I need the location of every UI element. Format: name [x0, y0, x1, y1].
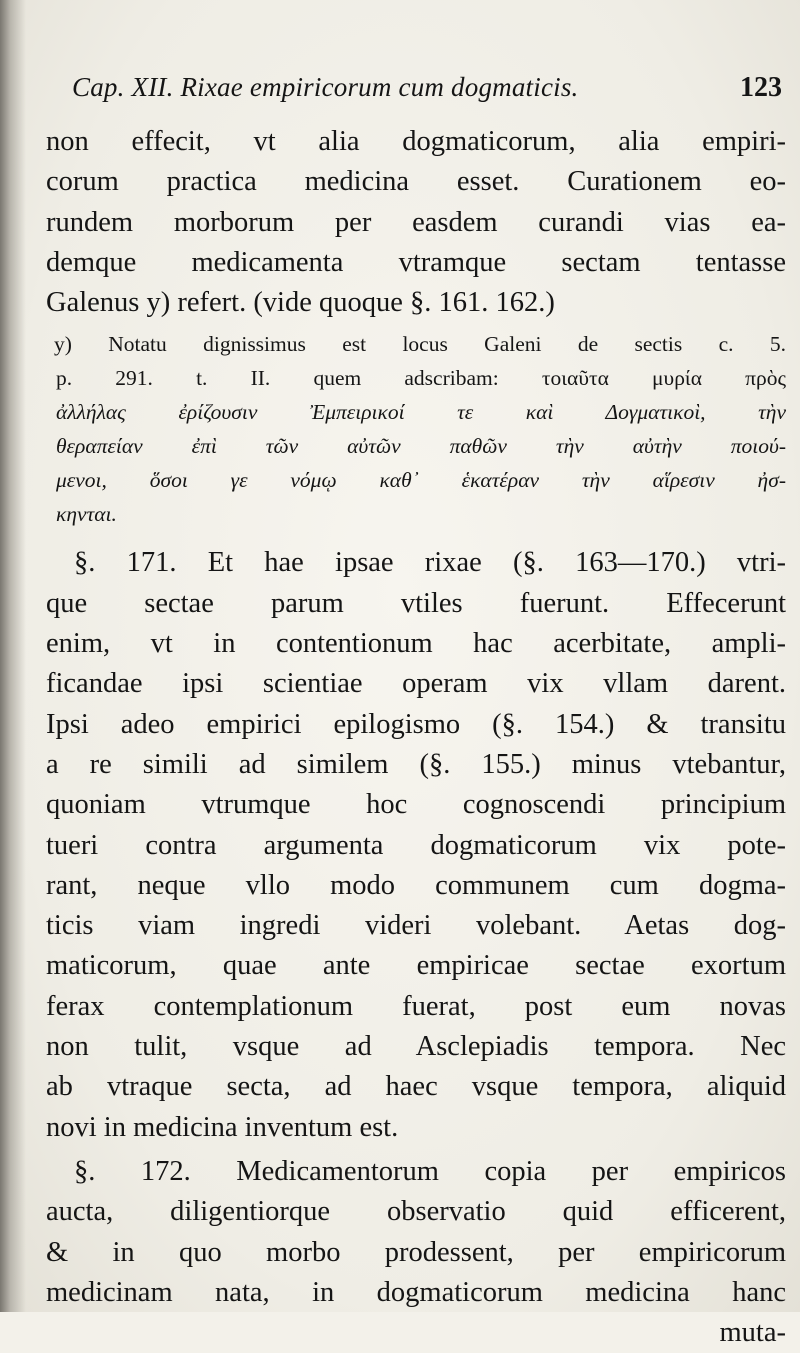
- text-line: non tulit, vsque ad Asclepiadis tempora. Nec: [46, 1031, 786, 1063]
- text-line: ab vtraque secta, ad haec vsque tempora, aliquid: [46, 1071, 786, 1103]
- text-line: ferax contemplationum fuerat, post eum novas: [46, 990, 786, 1022]
- text-line: Ipsi adeo empirici epilogismo (§. 154.) & transitu: [46, 708, 786, 740]
- section-172-paragraph: [46, 1152, 786, 1353]
- binding-shadow: [0, 0, 26, 1312]
- footnote-line: p. 291. t. II. quem adscribam: τοιαῦτα μυρία πρὸς: [56, 366, 786, 391]
- text-line: corum practica medicina esset. Curationem eo-: [46, 166, 786, 198]
- text-line: enim, vt in contentionum hac acerbitate, ampli-: [46, 628, 786, 660]
- text-line: & in quo morbo prodessent, per empiricorum: [46, 1236, 786, 1268]
- intro-paragraph: [46, 122, 786, 323]
- running-head: Cap. XII. Rixae empiricorum cum dogmaticis.: [72, 72, 579, 102]
- section-heading-line: §. 171. Et hae ipsae rixae (§. 163—170.) vtri-: [74, 547, 786, 579]
- text-line: medicinam nata, in dogmaticorum medicina hanc: [46, 1276, 786, 1308]
- section-171-paragraph: [46, 543, 786, 1147]
- page-number: 123: [740, 72, 782, 103]
- text-line: Galenus y) refert. (vide quoque §. 161. 162.): [46, 287, 555, 319]
- text-line: a re simili ad similem (§. 155.) minus vtebantur,: [46, 748, 786, 780]
- text-line: que sectae parum vtiles fuerunt. Effecerunt: [46, 587, 786, 619]
- footnote-line: θεραπείαν ἐπὶ τῶν αὐτῶν παθῶν τὴν αὐτὴν ποιού-: [56, 434, 786, 459]
- footnote-line: y) Notatu dignissimus est locus Galeni de sectis c. 5.: [54, 332, 786, 357]
- text-line: aucta, diligentiorque observatio quid efficerent,: [46, 1196, 786, 1228]
- text-line: maticorum, quae ante empiricae sectae exortum: [46, 950, 786, 982]
- text-line: ticis viam ingredi videri volebant. Aetas dog-: [46, 910, 786, 942]
- page-body: [46, 122, 786, 1353]
- page-header: [72, 72, 794, 112]
- footnote: [46, 327, 786, 531]
- text-line: rant, neque vllo modo communem cum dogma-: [46, 869, 786, 901]
- text-line: tueri contra argumenta dogmaticorum vix pote-: [46, 829, 786, 861]
- text-line: quoniam vtrumque hoc cognoscendi principium: [46, 789, 786, 821]
- footnote-line: ἀλλήλας ἐρίζουσιν Ἐμπειρικοί τε καὶ Δογματικοὶ, τὴν: [56, 400, 786, 425]
- catchword: muta-: [719, 1317, 786, 1349]
- text-line: ficandae ipsi scientiae operam vix vllam darent.: [46, 668, 786, 700]
- text-line: demque medicamenta vtramque sectam tentasse: [46, 246, 786, 278]
- footnote-line: κηνται.: [56, 502, 117, 527]
- footnote-line: μενοι, ὅσοι γε νόμῳ καθ᾽ ἑκατέραν τὴν αἵρεσιν ἠσ-: [56, 468, 786, 493]
- text-line: non effecit, vt alia dogmaticorum, alia empiri-: [46, 126, 786, 157]
- section-heading-line: §. 172. Medicamentorum copia per empiricos: [74, 1155, 786, 1187]
- text-line: rundem morborum per easdem curandi vias ea-: [46, 206, 786, 238]
- text-line: novi in medicina inventum est.: [46, 1111, 399, 1143]
